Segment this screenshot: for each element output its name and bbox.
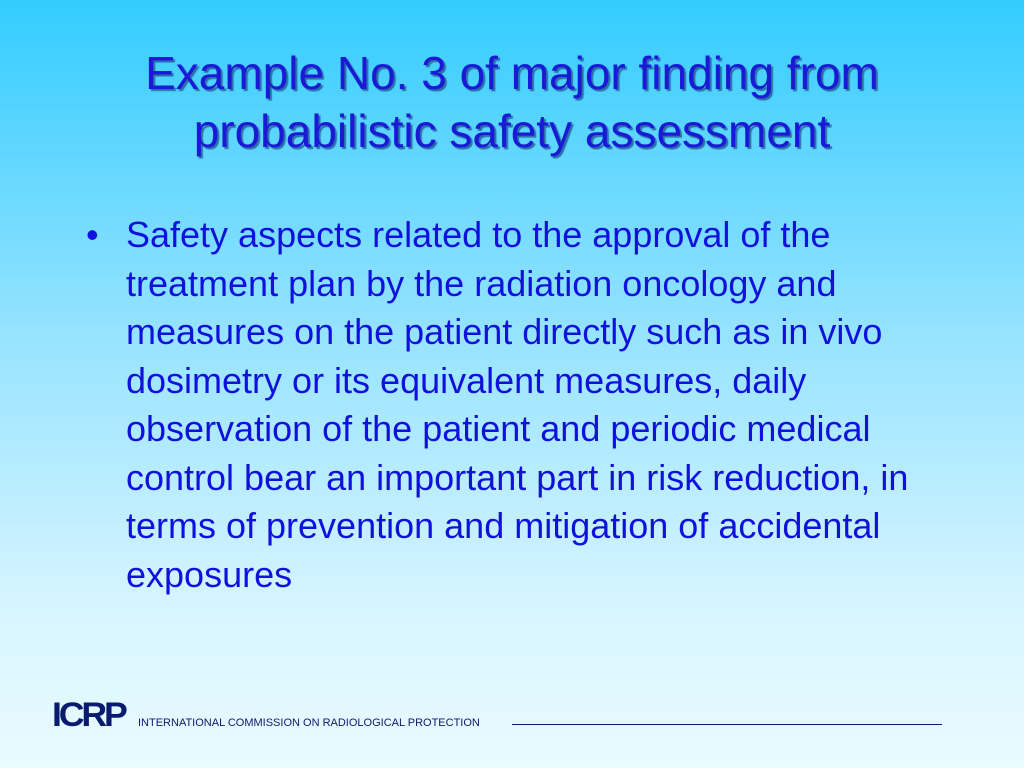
slide-title bbox=[20, 44, 1004, 160]
bullet-marker: • bbox=[86, 214, 99, 255]
bullet-text: Safety aspects related to the approval of the treatment plan by the radiation oncology and measures on the patient directly such as in vivo dosimetry or its equivalent measures, daily observation of the patient and periodic medical control bear an important part in risk reduction, in terms of prevention and mitigation of accidental exposures bbox=[126, 214, 909, 595]
footer-divider bbox=[512, 724, 942, 725]
icrp-logo-text: ICRP bbox=[52, 696, 125, 734]
icrp-logo bbox=[52, 696, 125, 734]
bullet-list bbox=[86, 211, 926, 599]
bullet-item bbox=[86, 211, 926, 599]
slide-title-line-2: probabilistic safety assessment bbox=[193, 105, 831, 157]
footer bbox=[52, 696, 952, 734]
organization-name: INTERNATIONAL COMMISSION ON RADIOLOGICAL PROTECTION bbox=[138, 717, 480, 729]
slide-title-line-1: Example No. 3 of major finding from bbox=[145, 47, 879, 99]
